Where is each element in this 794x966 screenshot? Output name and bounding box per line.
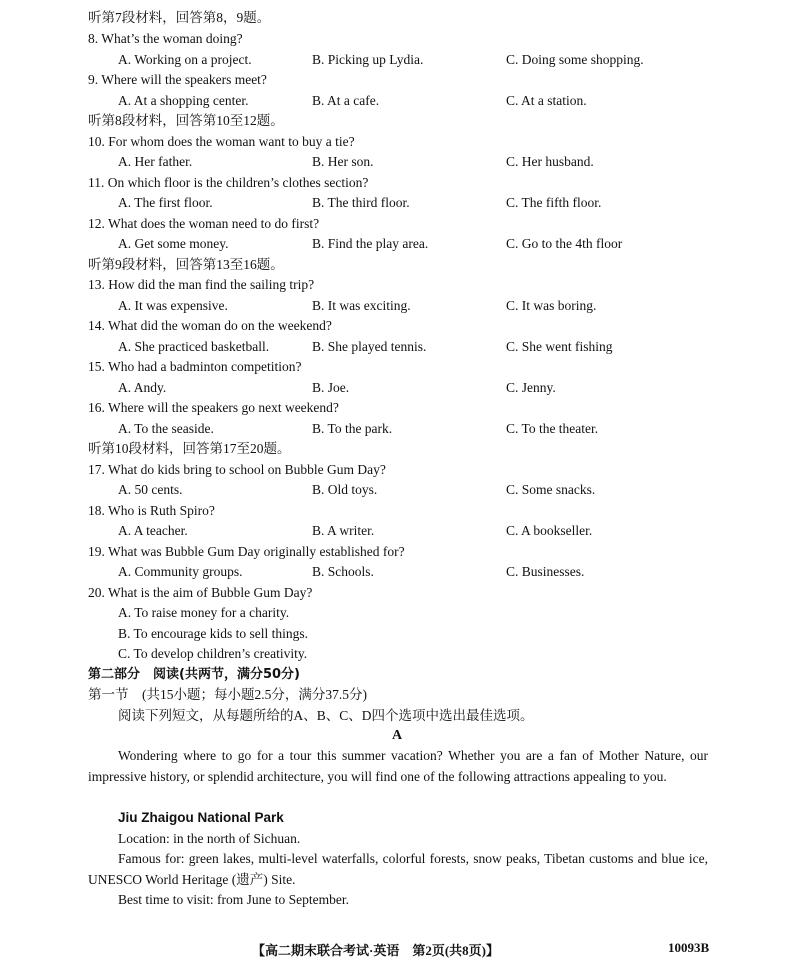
question-16-options: [0, 419, 794, 440]
question-16: [0, 398, 794, 419]
part-title: 第二部分 阅读(共两节，满分50分): [88, 667, 300, 682]
option-c: C. Jenny.: [506, 380, 556, 395]
listening-section-7: [0, 8, 794, 29]
question-18: [0, 501, 794, 522]
option-b: B. Old toys.: [312, 482, 378, 497]
park-best-time: Best time to visit: from June to September.: [118, 892, 349, 907]
option-a: A. At a shopping center.: [118, 93, 249, 108]
question-18-options: [0, 521, 794, 542]
passage-letter: A: [391, 728, 403, 743]
option-b: B. It was exciting.: [312, 298, 411, 313]
question-9-options: [0, 91, 794, 112]
question-text: 14. What did the woman do on the weekend?: [88, 318, 332, 333]
question-text: 20. What is the aim of Bubble Gum Day?: [88, 585, 313, 600]
passage-intro: Wondering where to go for a tour this summer vacation? Whether you are a fan of Mother Nature, our impressive history, or splendid architecture, you will find one of the following attractions appealing to you.: [88, 748, 708, 784]
question-8: [0, 29, 794, 50]
option-c: C. The fifth floor.: [506, 195, 602, 210]
option-a: A. Andy.: [118, 380, 167, 395]
option-b: B. She played tennis.: [312, 339, 427, 354]
question-text: 15. Who had a badminton competition?: [88, 359, 302, 374]
question-12-options: [0, 234, 794, 255]
question-20-option-a-line: [0, 603, 794, 624]
section-title: 第一节 (共15小题；每小题2.5分，满分37.5分): [88, 687, 367, 702]
option-b: B. The third floor.: [312, 195, 410, 210]
question-19: [0, 542, 794, 563]
question-text: 12. What does the woman need to do first?: [88, 216, 320, 231]
question-text: 17. What do kids bring to school on Bubble Gum Day?: [88, 462, 386, 477]
option-c: C. Businesses.: [506, 564, 585, 579]
option-c: C. Go to the 4th floor: [506, 236, 623, 251]
question-text: 18. Who is Ruth Spiro?: [88, 503, 215, 518]
listening-section-8: [0, 111, 794, 132]
option-c: C. To the theater.: [506, 421, 599, 436]
option-c: C. To develop children’s creativity.: [118, 646, 308, 661]
listening-section-9: [0, 255, 794, 276]
question-13-options: [0, 296, 794, 317]
question-17: [0, 460, 794, 481]
question-10: [0, 132, 794, 153]
section-instruction: 听第9段材料，回答第13至16题。: [88, 257, 284, 272]
option-b: B. Picking up Lydia.: [312, 52, 424, 67]
option-a: A. The first floor.: [118, 195, 213, 210]
option-a: A. She practiced basketball.: [118, 339, 270, 354]
section-instruction: 听第10段材料，回答第17至20题。: [88, 441, 291, 456]
option-c: C. She went fishing: [506, 339, 613, 354]
park-location: Location: in the north of Sichuan.: [118, 831, 301, 846]
question-14-options: [0, 337, 794, 358]
listening-section-10: [0, 439, 794, 460]
reading-instruction: [0, 706, 794, 727]
question-20-option-c-line: [0, 644, 794, 665]
park-famous-for: Famous for: green lakes, multi-level waterfalls, colorful forests, snow peaks, Tibetan customs and blue ice, UNESCO World Heritage (遗产) Site.: [88, 851, 708, 887]
section-one-heading: [0, 685, 794, 706]
option-a: A. It was expensive.: [118, 298, 228, 313]
park-title: Jiu Zhaigou National Park: [118, 810, 284, 825]
question-text: 19. What was Bubble Gum Day originally established for?: [88, 544, 405, 559]
option-c: C. Her husband.: [506, 154, 594, 169]
option-b: B. Joe.: [312, 380, 350, 395]
question-text: 9. Where will the speakers meet?: [88, 72, 267, 87]
option-a: A. A teacher.: [118, 523, 188, 538]
option-b: B. Her son.: [312, 154, 374, 169]
option-c: C. A bookseller.: [506, 523, 593, 538]
question-text: 8. What’s the woman doing?: [88, 31, 243, 46]
option-a: A. To the seaside.: [118, 421, 214, 436]
question-12: [0, 214, 794, 235]
question-8-options: [0, 50, 794, 71]
option-c: C. It was boring.: [506, 298, 597, 313]
part-two-heading: [0, 665, 794, 686]
question-11-options: [0, 193, 794, 214]
exam-code: 10093B: [668, 940, 710, 955]
question-text: 11. On which floor is the children’s clothes section?: [88, 175, 369, 190]
question-11: [0, 173, 794, 194]
option-b: B. A writer.: [312, 523, 375, 538]
option-b: B. To encourage kids to sell things.: [118, 626, 309, 641]
option-b: B. At a cafe.: [312, 93, 380, 108]
option-a: A. Working on a project.: [118, 52, 252, 67]
option-a: A. Her father.: [118, 154, 193, 169]
question-15-options: [0, 378, 794, 399]
question-10-options: [0, 152, 794, 173]
option-b: B. Schools.: [312, 564, 374, 579]
instruction-text: 阅读下列短文，从每题所给的A、B、C、D四个选项中选出最佳选项。: [118, 708, 534, 723]
question-20: [0, 583, 794, 604]
section-instruction: 听第8段材料，回答第10至12题。: [88, 113, 284, 128]
option-c: C. At a station.: [506, 93, 587, 108]
option-a: A. 50 cents.: [118, 482, 183, 497]
option-c: C. Some snacks.: [506, 482, 596, 497]
footer-title: 【高二期末联合考试·英语 第2页(共8页)】: [252, 943, 499, 958]
option-c: C. Doing some shopping.: [506, 52, 644, 67]
option-a: A. To raise money for a charity.: [118, 605, 290, 620]
option-b: B. Find the play area.: [312, 236, 429, 251]
section-instruction: 听第7段材料，回答第8，9题。: [88, 10, 271, 25]
question-text: 10. For whom does the woman want to buy a tie?: [88, 134, 355, 149]
option-b: B. To the park.: [312, 421, 393, 436]
question-13: [0, 275, 794, 296]
question-9: [0, 70, 794, 91]
option-a: A. Get some money.: [118, 236, 229, 251]
question-14: [0, 316, 794, 337]
question-17-options: [0, 480, 794, 501]
question-text: 16. Where will the speakers go next weekend?: [88, 400, 339, 415]
option-a: A. Community groups.: [118, 564, 243, 579]
question-20-option-b-line: [0, 624, 794, 645]
question-text: 13. How did the man find the sailing trip?: [88, 277, 315, 292]
question-15: [0, 357, 794, 378]
question-19-options: [0, 562, 794, 583]
